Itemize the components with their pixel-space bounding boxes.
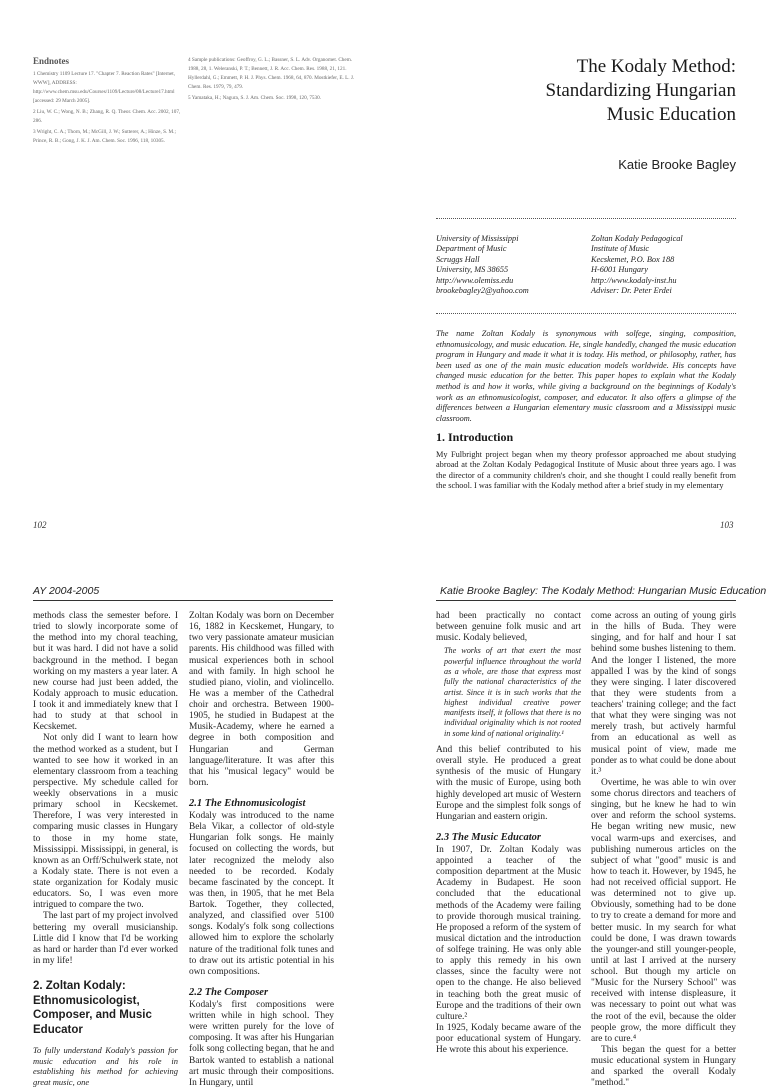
affiliation-line: http://www.kodaly-inst.hu bbox=[591, 275, 677, 285]
affiliation-line: University, MS 38655 bbox=[436, 265, 509, 275]
affiliation-hungary bbox=[591, 234, 736, 296]
paragraph: In 1907, Dr. Zoltan Kodaly was appointed a teacher of the composition department at the Music Academy in Budapest. He soon concluded that the educational methods of the Academy were failing to provide thorough musical training. He proposed a reform of the system of musical dictation and the introduction of solfege training. He was only able to apply this remedy in his own classes, since the faculty were not open to the change. He also believed in teaching both the great music of Europe and the traditions of their own culture.² bbox=[436, 844, 581, 1022]
intro-paragraph: My Fulbright project began when my theory professor approached me about studying abroad at the Zoltan Kodaly Pedagogical Institute of Music about three years ago. I was the director of a community children's choir, and she thought I could really benefit from the school. I was familiar with the Kodaly method after a brief study in my elementary bbox=[436, 450, 736, 491]
divider bbox=[436, 313, 736, 314]
article-title-line: Standardizing Hungarian bbox=[545, 80, 736, 101]
paragraph: Zoltan Kodaly was born on December 16, 1882 in Kecskemet, Hungary, to two very passionate amateur musician parents. His childhood was filled with musical experiences both in school and with family. In high school he studied piano, violin, and violincello. He was a member of the Cathedral choir and orchestra. Between 1900-1905, he studied in Budapest at the Musik-Academy, where he earned a degree in both composition and Hungarian and German language/literature. It was after this that his "musical legacy" would be born. bbox=[189, 611, 334, 788]
bottom-spread bbox=[0, 512, 768, 1089]
text-column bbox=[436, 611, 581, 1056]
paragraph: To fully understand Kodaly's passion for music education and his role in establishing his method for achieving great music, one bbox=[33, 1045, 178, 1087]
paragraph: had been practically no contact between genuine folk music and art music. Kodaly believed, bbox=[436, 611, 581, 644]
affiliation-line: Institute of Music bbox=[591, 244, 650, 254]
text-column bbox=[591, 611, 736, 1089]
page-number: 103 bbox=[720, 520, 734, 530]
paragraph: Not only did I want to learn how the method worked as a student, but I wanted to see how it worked in an elementary classroom from a teaching perspective. My schedule called for weekly observations in a music primary school in Kecskemet. Therefore, I was very interested in comparing music classes in Hungary to those in my home state, Mississippi. Mississippi, in general, is known as an Orff/Schulwerk state, not a Kodaly state. There is not even a state organization for Kodaly music educators. So, I was even more intrigued to compare the two. bbox=[33, 733, 178, 911]
affiliation-line: H-6001 Hungary bbox=[591, 265, 648, 275]
affiliation-line: Kecskemet, P.O. Box 188 bbox=[591, 254, 675, 264]
endnotes-left bbox=[33, 56, 183, 148]
endnote: 1 Chemistry 1109 Lecture 17. "Chapter 7. Reaction Rates" [Internet, WWW], ADDRESS: http://www.chem.msu.edu/Courses/1109/Lecture/08/Lecture17.html [accessed: 29 March 2005]. bbox=[33, 71, 176, 104]
text-column bbox=[189, 611, 335, 1088]
paragraph: Overtime, he was able to win over some chorus directors and teachers of singing, but he knew he had to win over and reform the school systems. He began writing new music, new vocal warm-ups and exercises, and publishing numerous articles on the subject of what "good" music is and how to teach it. However, by 1945, he had not received official support. He was determined not to give up. Obviously, something had to be done to try to create a demand for more and better music. In my search for what could be done, I was drawn towards the younger-and still younger-people, until at last I arrived at the nursery school. But though my article on "Music for the Nursery School" was received with intense displeasure, it was necessary to point out what was the root of the evil, because the older people grow, the more difficult they are to cure.⁴ bbox=[591, 777, 736, 1044]
endnotes-title: Endnotes bbox=[33, 56, 70, 66]
paragraph: The last part of my project involved bettering my overall musicianship. Little did I know that I'd be working as hard or harder than I'd ever worked in my life! bbox=[33, 911, 178, 966]
affiliation-line: brookebagley2@yahoo.com bbox=[436, 286, 529, 296]
endnote: 2 Liu, W. C.; Wong, N. B.; Zhang, R. Q. Theor. Chem. Acc. 2002, 107, 286. bbox=[33, 109, 181, 124]
paragraph: And this belief contributed to his overall style. He produced a great synthesis of the music of Hungary with the music of Europe, using both highly developed art music of Western Europe and the simplest folk songs of Hungarian and eastern origin. bbox=[436, 745, 581, 822]
header-rule bbox=[33, 600, 333, 601]
section-heading: 2. Zoltan Kodaly: Ethnomusicologist, Composer, and Music Educator bbox=[33, 980, 152, 1036]
author-name: Katie Brooke Bagley bbox=[618, 157, 736, 172]
endnotes-right bbox=[188, 56, 358, 105]
article-title-line: Music Education bbox=[606, 104, 736, 125]
section-heading: 1. Introduction bbox=[436, 430, 514, 444]
affiliation-line: University of Mississippi bbox=[436, 234, 519, 243]
affiliation-line: Adviser: Dr. Peter Erdei bbox=[591, 286, 672, 296]
affiliation-line: http://www.olemiss.edu bbox=[436, 275, 514, 285]
subsection-heading: 2.3 The Music Educator bbox=[436, 831, 542, 843]
affiliation-us bbox=[436, 234, 586, 296]
paragraph: In 1925, Kodaly became aware of the poor educational system of Hungary. He wrote this about his experience. bbox=[436, 1022, 581, 1056]
paragraph: methods class the semester before. I tried to slowly incorporate some of the method into my choral teaching, but it was hard. I did not have a solid background in the method. I began working on my masters a year later. A new course had just been added, the Kodaly approach to music education. I took it and immediately knew that I had to study at that school in Kecskemet. bbox=[33, 611, 178, 733]
paragraph: come across an outing of young girls in the hills of Buda. They were singing, and for half and hour I sat behind some bushes listening to them. And the longer I listened, the more appalled I was by the kind of songs they were singing. I later discovered that they were students from a teachers' training college; and the fact that what they were singing was not merely trash, but actively harmful from an educational as well as musical point of view, made me ponder as to what could be done about it.³ bbox=[591, 611, 736, 777]
header-rule bbox=[436, 600, 736, 601]
running-head-left: AY 2004-2005 bbox=[33, 585, 100, 597]
block-quote: The works of art that exert the most powerful influence throughout the world as a whole, are those that express most fully the national characteristics of the artist. Since it is in such works that the highest individual creative power manifests itself, it follows that there is no individual originality which is not rooted in some kind of national originality.¹ bbox=[444, 646, 581, 738]
paragraph: Kodaly was introduced to the name Bela Vikar, a collector of old-style Hungarian folk songs. He mainly focused on collecting the words, but later recognized the melody also needed to be recorded. Kodaly became fascinated by the concept. It was then, in 1905, that he met Bela Bartok. Together, they collected, analyzed, and classified over 5100 songs. Kodaly's folk song collections allowed him to explore the scholarly nature of the traditional folk tunes and to draw out its artistic potential in his own compositions. bbox=[189, 811, 334, 977]
page-number: 102 bbox=[33, 520, 47, 530]
endnote: 4 Sample publications: Geoffroy, G. L.; Bassner, S. L. Adv. Organomet. Chem. 1988, 28, 1. Weleranski, P. T.; Bennett, J. R. Acc. Chem. Res. 1988, 21, 121. Hyllerdahl, G.; Emmett, P. H. J. Phys. Chem. 1968, 64, 870. Mostkiefer, E. L. J. Chem. Res. 1979, 79, 479. bbox=[188, 57, 355, 90]
endnote: 3 Wright, C. A.; Thorn, M.; McGill, J. W.; Sutterer, A.; Hinze, S. M.; Prince, R. B.; Gong, J. K. J. Am. Chem. Soc. 1996, 118, 10305. bbox=[33, 129, 176, 144]
affiliation-line: Scruggs Hall bbox=[436, 254, 480, 264]
affiliation-line: Department of Music bbox=[436, 244, 507, 254]
divider bbox=[436, 218, 736, 219]
paragraph: Kodaly's first compositions were written while in high school. They were written purely for the love of composing. It was after his Hungarian folk song collecting began, that he and Bartok wanted to establish a national art music through their compositions. In Hungary, until bbox=[189, 999, 335, 1088]
endnote: 5 Yamataka, H.; Nagura, S. J. Am. Chem. Soc. 1998, 120, 7530. bbox=[188, 95, 321, 101]
article-title-block bbox=[436, 55, 736, 127]
paragraph: This began the quest for a better music educational system in Hungary and sparked the overall Kodaly "method." bbox=[591, 1044, 736, 1089]
affiliation-line: Zoltan Kodaly Pedagogical bbox=[591, 234, 683, 243]
top-spread bbox=[0, 0, 768, 530]
subsection-heading: 2.1 The Ethnomusicologist bbox=[189, 798, 306, 809]
running-head-right: Katie Brooke Bagley: The Kodaly Method: Hungarian Music Education bbox=[440, 585, 767, 597]
abstract: The name Zoltan Kodaly is synonymous with solfege, singing, composition, ethnomusicology, and music education. He, single handedly, changed the music education program in Hungary and made it what it is today. His method, or philosophy, rather, has been used as one of the main music education models worldwide. His concepts have changed music education for the better. This paper hopes to explain what the Kodaly method is and how it works, while giving a background on the beginnings of Kodaly's work as an ethnomusicologist, composer, and educator. It also offers a glimpse of the differences between a Hungarian elementary music classroom and a Mississippi music classroom. bbox=[436, 329, 736, 423]
subsection-heading: 2.2 The Composer bbox=[189, 986, 269, 998]
article-title-line: The Kodaly Method: bbox=[576, 56, 736, 77]
text-column bbox=[33, 611, 178, 1087]
